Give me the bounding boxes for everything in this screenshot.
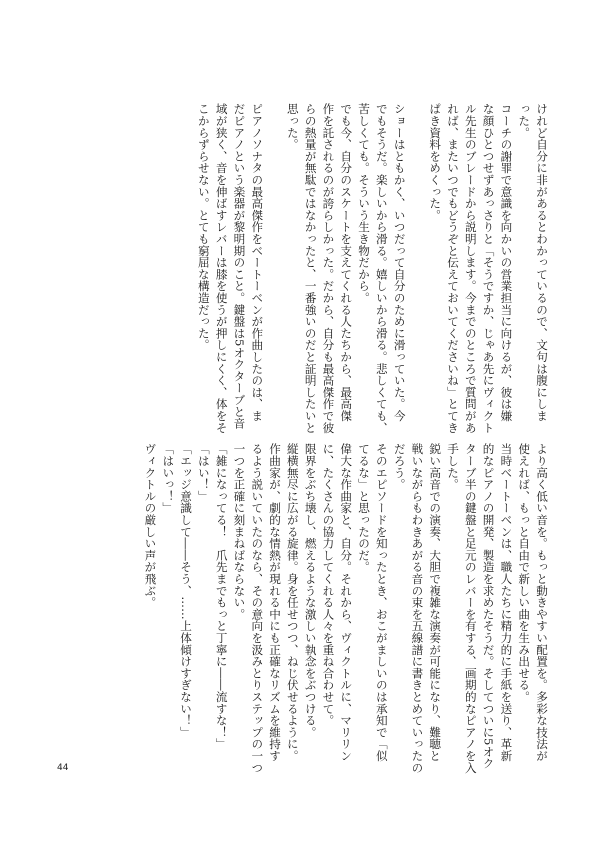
text-line: ル先生のブレードから説明します。今までのところで質問があ	[463, 103, 478, 434]
page-number: 44	[57, 763, 69, 773]
text-line: 「雑になってる！ 爪先までもっと丁寧に――流すな！」	[214, 443, 229, 750]
text-line: だろう。	[392, 443, 407, 491]
text-line: 縦横無尽に広がる旋律。身を任せつつ、ねじ伏せるように。	[285, 443, 300, 762]
text-line: ターブ半の鍵盤と足元のレバーを有する、画期的なピアノを入	[463, 443, 478, 774]
text-line: より高く低い音を。もっと動きやすい配置を。多彩な技法が	[535, 443, 549, 762]
text-line: でもそうだ。楽しいから滑る。嬉しいから滑る。悲しくても、	[374, 103, 389, 434]
text-line: ショーはともかく、いつだって自分のために滑っていた。今	[392, 103, 407, 422]
text-line: 域が狭く、音を伸ばすレバーは膝を使うが押しにくく、体をそ	[214, 103, 229, 434]
paragraph-gap	[408, 103, 426, 353]
text-line: だピアノという楽器が黎明期のこと。鍵盤は5オクターブと音	[232, 103, 247, 430]
text-line: でも今、自分のスケートを支えてくれる人たちから、最高傑	[339, 103, 354, 422]
text-line: そのエピソードを知ったとき、おこがましいのは承知で「似	[374, 443, 389, 762]
lower-text-tier	[110, 443, 550, 774]
text-line: 鋭い高音での演奏、大胆で複雑な演奏が可能になり、難聴と	[428, 443, 443, 762]
text-line: てるな」と思ったのだ。	[357, 443, 372, 573]
text-line: に、たくさんの協力してくれる人々を重ね合わせて。	[321, 443, 336, 727]
text-line: るよう説いていたのなら、その意向を汲みとりステップの一つ	[250, 443, 265, 774]
text-line: こからずらせない。とても窮屈な構造だった。	[196, 103, 211, 351]
text-line: 限界をぶち壊し、燃えるような激しい執念をぶつける。	[303, 443, 318, 738]
text-line: な顔ひとつせずあっさりと「そうですか、じゃあ先にヴィクト	[481, 103, 496, 434]
paragraph-gap	[265, 103, 283, 353]
text-line: 「エッジ意識して――そう、……上体傾けすぎない！」	[179, 443, 194, 738]
text-line: 一つを正確に刻まねばならない。	[232, 443, 247, 620]
text-line: 偉大な作曲家と、自分。それから、ヴィクトルに、マリリン	[339, 443, 354, 762]
text-line: けれど自分に非があるとわかっているので、文句は腹にしま	[535, 103, 549, 422]
text-line: ぱき資料をめくった。	[428, 103, 443, 221]
upper-text-tier	[110, 103, 550, 434]
text-line: 的なピアノの開発、製造を求めたそうだ。そしてついに5オク	[481, 443, 496, 770]
text-line: 「はいっ！」	[161, 443, 176, 514]
text-line: ヴィクトルの厳しい声が飛ぶ。	[143, 443, 158, 609]
text-line: 手した。	[446, 443, 461, 491]
text-line: 「はい！」	[196, 443, 211, 502]
text-line: 当時ベートーベンは、職人たちに精力的に手紙を送り、革新	[499, 443, 514, 762]
text-line: コーチの謝罪で意識を向かいの営業担当に向けるが、彼は嫌	[499, 103, 514, 422]
text-line: 作曲家が、劇的な情熱が現れる中にも正確なリズムを維持す	[268, 443, 283, 762]
text-line: ピアノソナタの最高傑作をベートーベンが作曲したのは、ま	[250, 103, 265, 422]
text-line: 使えれば、もっと自由で新しい曲を生み出せる。	[517, 443, 532, 703]
text-line: 戦いながらもわきあがる音の束を五線譜に書きとめていったの	[410, 443, 425, 774]
text-line: らの熱量が無駄ではなかったと、一番強いのだと証明したいと	[303, 103, 318, 434]
text-line: 思った。	[285, 103, 300, 151]
text-line: れば、またいつでもどうぞと伝えておいてくださいね」とてき	[446, 103, 461, 434]
text-line: った。	[517, 103, 532, 139]
text-line: 作を託されるのが誇らしかった。だから、自分も最高傑作で彼	[321, 103, 336, 434]
text-line: 苦しくても。そういう生き物だから。	[357, 103, 372, 304]
